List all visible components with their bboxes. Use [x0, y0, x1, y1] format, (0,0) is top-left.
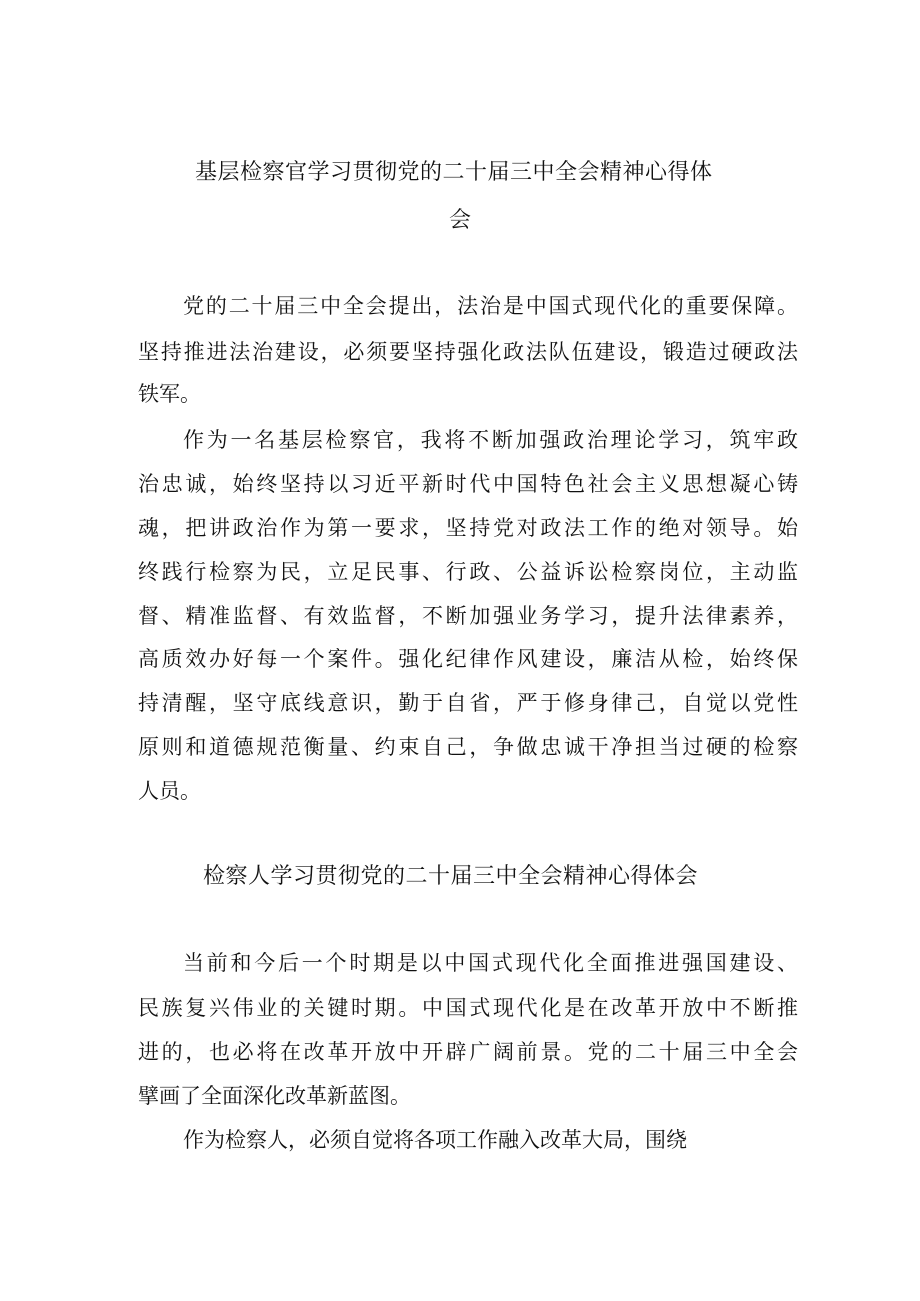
article2-p1-line: 进的，也必将在改革开放中开辟广阔前景。党的二十届三中全会 [138, 1040, 798, 1064]
article1-p2-line: 人员。 [138, 779, 201, 803]
article1-p2-line: 高质效办好每一个案件。强化纪律作风建设，廉洁从检，始终保 [138, 647, 798, 671]
article1-p2-line: 魂，把讲政治作为第一要求，坚持党对政法工作的绝对领导。始 [138, 516, 798, 540]
article2-p1-line: 当前和今后一个时期是以中国式现代化全面推进强国建设、 [183, 951, 798, 975]
article2-p1-line: 民族复兴伟业的关键时期。中国式现代化是在改革开放中不断推 [138, 996, 798, 1020]
article1-title-line1: 基层检察官学习贯彻党的二十届三中全会精神心得体 [195, 160, 713, 185]
article1-p1-line: 坚持推进法治建设，必须要坚持强化政法队伍建设，锻造过硬政法 [138, 340, 798, 364]
article1-p2-line: 原则和道德规范衡量、约束自己，争做忠诚干净担当过硬的检察 [138, 735, 798, 759]
article1-title-line2: 会 [449, 208, 472, 233]
article1-p2-line: 作为一名基层检察官，我将不断加强政治理论学习，筑牢政 [183, 428, 798, 452]
article1-p2-line: 治忠诚，始终坚持以习近平新时代中国特色社会主义思想凝心铸 [138, 472, 798, 496]
article2-p1-line: 擘画了全面深化改革新蓝图。 [138, 1084, 411, 1108]
article2-title: 检察人学习贯彻党的二十届三中全会精神心得体会 [203, 864, 699, 889]
article1-p2-line: 持清醒，坚守底线意识，勤于自省，严于修身律己，自觉以党性 [138, 691, 798, 715]
article2-p2-line: 作为检察人，必须自觉将各项工作融入改革大局，围绕 [183, 1128, 687, 1152]
article1-p1-line: 铁军。 [138, 382, 201, 406]
article1-p2-line: 督、精准监督、有效监督，不断加强业务学习，提升法律素养， [138, 604, 798, 628]
article1-p1-line: 党的二十届三中全会提出，法治是中国式现代化的重要保障。 [183, 294, 798, 318]
article1-p2-line: 终践行检察为民，立足民事、行政、公益诉讼检察岗位，主动监 [138, 560, 798, 584]
